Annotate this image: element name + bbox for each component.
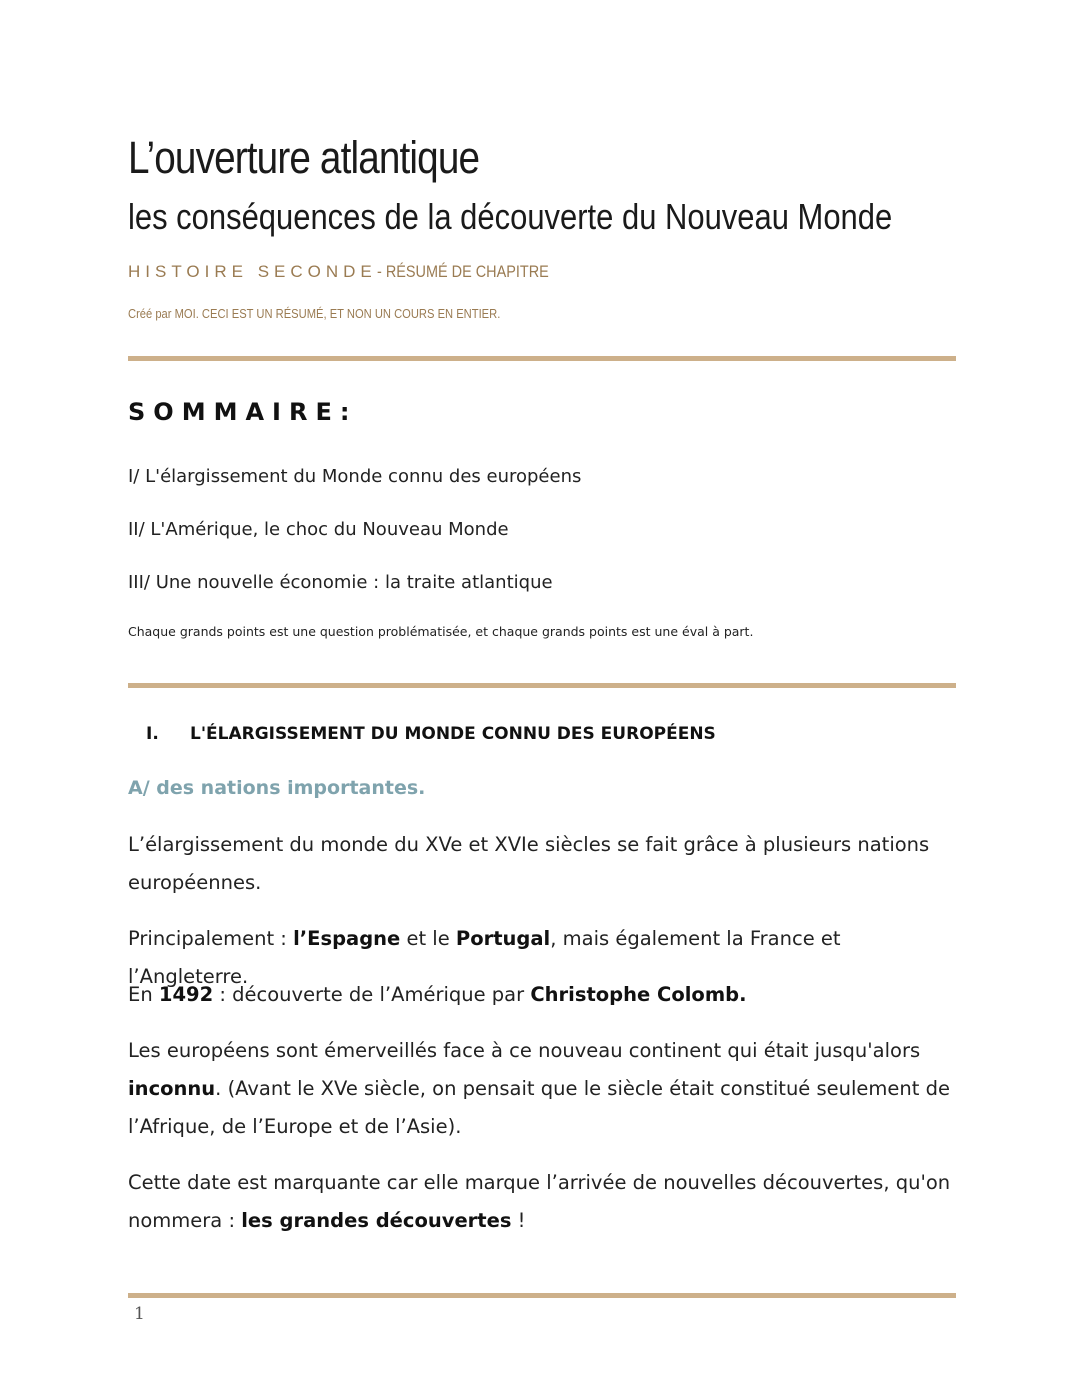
paragraph-2-bold-portugal: Portugal: [455, 927, 551, 950]
author-credit: Créé par MOI. CECI EST UN RÉSUMÉ, ET NON UN COURS EN ENTIER.: [128, 306, 501, 321]
sommaire-note: Chaque grands points est une question problématisée, et chaque grands points est une éval à part.: [128, 624, 754, 639]
paragraph-3-text-a: En: [128, 983, 159, 1006]
paragraph-3-bold-colomb: Christophe Colomb.: [530, 983, 747, 1006]
paragraph-3: [128, 976, 956, 1014]
paragraph-3-text-c: : découverte de l’Amérique par: [213, 983, 531, 1006]
paragraph-4-bold-inconnu: inconnu: [128, 1077, 216, 1100]
toc-item-1: I/ L'élargissement du Monde connu des européens: [128, 466, 582, 487]
section-title: L'ÉLARGISSEMENT DU MONDE CONNU DES EUROPÉENS: [190, 724, 716, 744]
paragraph-1: L’élargissement du monde du XVe et XVIe siècles se fait grâce à plusieurs nations européennes.: [128, 833, 930, 894]
paragraph-2-bold-espagne: l’Espagne: [293, 927, 401, 950]
document-page: [128, 0, 956, 1397]
section-heading: [146, 724, 716, 744]
document-title: L’ouverture atlantique: [128, 132, 480, 183]
subsection-heading: A/ des nations importantes.: [128, 777, 426, 799]
divider-middle: [128, 683, 956, 688]
paragraph-4-text-a: Les européens sont émerveillés face à ce nouveau continent qui était jusqu'alors: [128, 1039, 921, 1062]
paragraph-2-text-a: Principalement :: [128, 927, 294, 950]
paragraph-4: [128, 1032, 956, 1146]
kicker-type: - RÉSUMÉ DE CHAPITRE: [376, 262, 549, 281]
kicker-subject: HISTOIRE SECONDE: [128, 262, 377, 281]
document-subtitle: les conséquences de la découverte du Nouveau Monde: [128, 196, 893, 237]
paragraph-5-bold-decouvertes: les grandes découvertes: [241, 1209, 512, 1232]
toc-item-2: II/ L'Amérique, le choc du Nouveau Monde: [128, 519, 509, 540]
page-number: 1: [134, 1304, 145, 1324]
toc-item-3: III/ Une nouvelle économie : la traite atlantique: [128, 572, 553, 593]
paragraph-5: [128, 1164, 956, 1240]
divider-top: [128, 356, 956, 361]
sommaire-title: SOMMAIRE:: [128, 398, 358, 426]
paragraph-3-bold-year: 1492: [158, 983, 214, 1006]
paragraph-5-text-c: !: [511, 1209, 526, 1232]
section-number: I.: [146, 724, 159, 744]
paragraph-4-text-c: . (Avant le XVe siècle, on pensait que le siècle était constitué seulement de l’Afrique, de l’Europe et de l’Asie).: [128, 1077, 951, 1138]
paragraph-2-text-e: , mais également la France et l’Angleterre.: [128, 927, 841, 988]
paragraph-5-text-a: Cette date est marquante car elle marque l’arrivée de nouvelles découvertes, qu'on nommera :: [128, 1171, 951, 1232]
divider-footer: [128, 1293, 956, 1298]
paragraph-2-text-c: et le: [400, 927, 456, 950]
chapter-kicker: [128, 262, 579, 282]
